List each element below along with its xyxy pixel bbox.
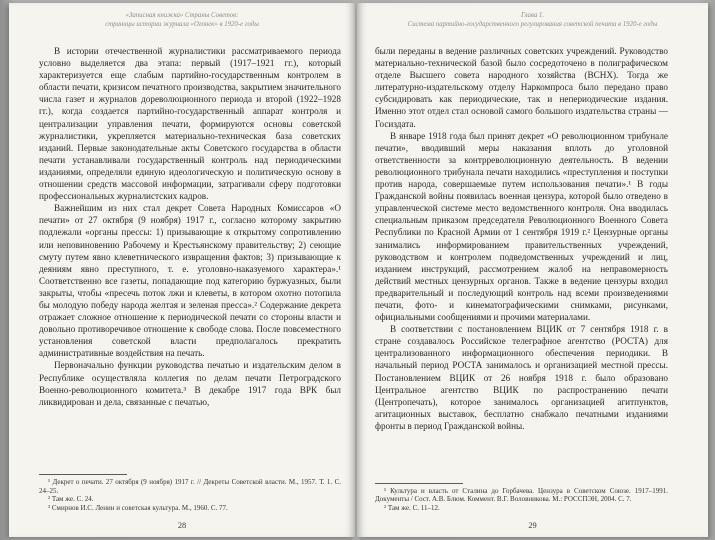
- footnote-rule: [375, 483, 463, 484]
- running-head-line-2: Система партийно-государственного регулирования советской печати в 1920-е годы: [407, 20, 658, 28]
- paragraph: В январе 1918 года был принят декрет «О революционном трибунале печати», вводивший меры наказания вплоть до уголовной ответственности за контрреволюционную деятельность. В ведении революционного трибунала печати находились «преступления и поступки против народа, совершаемые путем использования печати».¹ В годы Гражданской войны появилась военная цензура, которой было отведено в управленческой системе место ведомственного контроля. Она вводилась специальным приказом председателя Революционного Военного Совета Республики по Красной Армии от 1 сентября 1919 г.² Цензурные органы занимались информированием правительственных учреждений, руководством и контролем подведомственных учреждений и лиц, изданием инструкций, рассмотрением жалоб на неправомерность действий местных цензурных органов. Также в ведение цензуры входил предварительный и последующий контроль над всеми произведениями печати, фото- и кинематографическими снимками, рисунками, официальными сообщениями и прочими материалами.: [375, 130, 668, 323]
- footnotes: [375, 483, 668, 513]
- paragraph-continuation: были переданы в ведение различных советских учреждений. Руководство материально-технической базой было сосредоточено в полиграфическом отделе Высшего совета народного хозяйства (ВСНХ). Тогда же литературно-издательскому отделу Наркомпроса было передано право субсидировать как периодические, так и непериодические издания. Именно этот отдел стал основой самого большого издательства страны — Госиздата.: [375, 46, 668, 129]
- paragraph: В истории отечественной журналистики рассматриваемого периода условно выделяется два этапа: первый (1917–1921 гг.), который характеризуется еще слабым партийно-государственным контролем в области печати, кризисом печатного производства, закрытием значительного числа газет и журналов дореволюционного периода и второй (1922–1928 гг.), когда создается партийно-государственный аппарат контроля и централизации управления печати, формируются основы советской журналистики, укрепляется материально-техническая база советских изданий. Первые законодательные акты Советского государства в области печати устанавливали государственный контроль над периодическими изданиями, определяли единую идеологическую и политическую основу в отношении средств массовой информации, затрагивали сферу подготовки профессиональных журналистских кадров.: [39, 46, 341, 202]
- footnote: ² Там же. С. 11–12.: [384, 504, 440, 513]
- footnote-rule: [39, 474, 127, 475]
- paragraph: Первоначально функции руководства печатью и издательским делом в Республике осуществляла коллегия по делам печати Петроградского Военно-революционного комитета.³ В декабре 1917 года ВРК был ликвидирован и дела, связанные с печатью,: [39, 360, 341, 407]
- book-page-left: [9, 3, 355, 537]
- footnote: ¹ Декрет о печати. 27 октября (9 ноября) 1917 г. // Декреты Советской власти. М., 1957. Т. 1. С. 24–25.: [39, 477, 341, 495]
- running-head: [31, 12, 333, 29]
- running-head-line-2: страницы истории журнала «Огонек» в 1920-е годы: [105, 20, 259, 28]
- body-text: [375, 45, 668, 475]
- footnotes: [39, 474, 341, 513]
- footnote: ¹ Культура и власть от Сталина до Горбачева. Цензура в Советском Союзе. 1917–1991. Документы / Сост. А.В. Блюм. Коммент. В.Г. Воловникова. М.: РОССПЭН, 2004. С. 7.: [375, 486, 668, 504]
- paragraph: Важнейшим из них стал декрет Совета Народных Комиссаров «О печати» от 27 октября (9 ноября) 1917 г., согласно которому закрытию подлежали «органы прессы: 1) призывающие к открытому сопротивлению или неповиновению Рабочему и Крестьянскому правительству; 2) сеющие смуту путем явно клеветнического извращения фактов; 3) призывающие к деяниям явно преступного, т. е. уголовно-наказуемого характера».¹ Соответственно все газеты, попадающие под категорию буржуазных, были закрыты, чтобы «пресечь поток лжи и клеветы, в котором охотно потопила бы молодую победу народа желтая и зеленая пресса».² Содержание декрета отражает сложное отношение к периодической печати со стороны власти и довольно противоречивое отношение к свободе слова. После повсеместного установления советской власти предполагалось прекратить административные воздействия на печать.: [39, 203, 341, 359]
- footnote: ³ Смирнов И.С. Ленин и советская культура. М., 1960. С. 77.: [48, 504, 228, 513]
- page-number: 28: [177, 521, 187, 530]
- running-head: [379, 12, 686, 29]
- running-head-line-1: «Записная книжка» Страны Советов:: [125, 12, 239, 19]
- paragraph: В соответствии с постановлением ВЦИК от 7 сентября 1918 г. в стране создавалось Российское телеграфное агентство (РОСТА) для централизованного информационного обеспечения периодики. В начальный период РОСТА занималось и организацией местной прессы. Постановлением ВЦИК от 26 ноября 1918 г. было образовано Центральное агентство ВЦИК по распространению печати (Центропечать), которое занималось организацией агитпунктов, агитационных выставок, бесплатно снабжало печатными изданиями фронты в период Гражданской войны.: [375, 324, 668, 431]
- footnote: ² Там же. С. 24.: [48, 495, 94, 504]
- body-text: [39, 45, 341, 475]
- running-head-line-1: Глава 1.: [520, 12, 545, 19]
- page-number: 29: [528, 521, 537, 530]
- book-page-right: [357, 3, 708, 537]
